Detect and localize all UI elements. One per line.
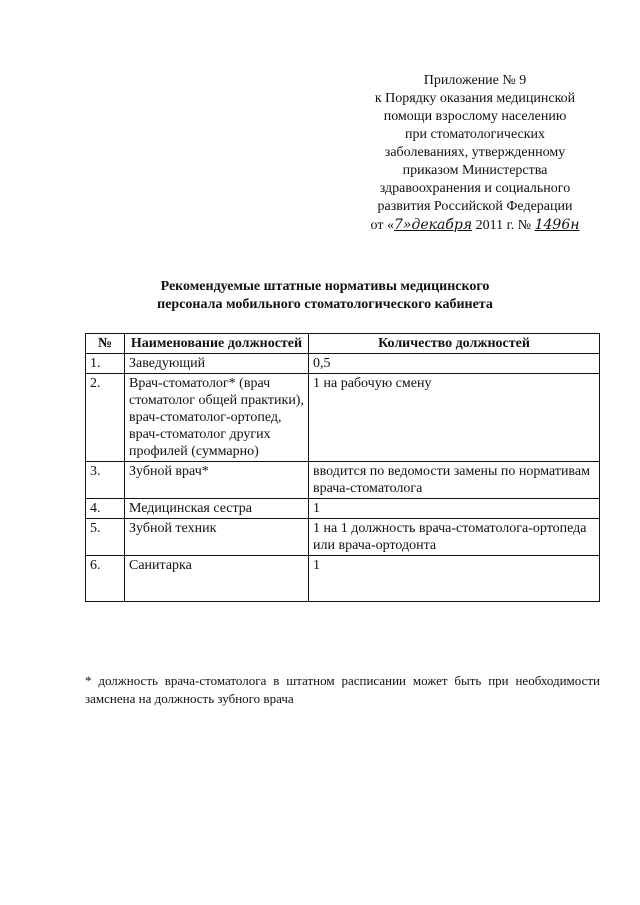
table-row <box>86 462 600 499</box>
row-number: 2. <box>86 374 125 462</box>
table-row <box>86 499 600 519</box>
document-title <box>100 278 550 314</box>
row-number: 5. <box>86 519 125 556</box>
row-position: Зубной техник <box>125 519 309 556</box>
row-quantity: вводится по ведомости замены по нормативам врача-стоматолога <box>309 462 600 499</box>
table-row <box>86 519 600 556</box>
row-position: Медицинская сестра <box>125 499 309 519</box>
table-row <box>86 374 600 462</box>
row-quantity: 1 на рабочую смену <box>309 374 600 462</box>
staff-standards-table <box>85 333 600 602</box>
handwritten-order-number: 1496н <box>534 217 580 233</box>
appendix-line: помощи взрослому населению <box>383 109 567 124</box>
row-number: 4. <box>86 499 125 519</box>
order-date-line <box>330 216 620 235</box>
appendix-line: развития Российской Федерации <box>377 199 573 214</box>
row-position: Заведующий <box>125 354 309 374</box>
row-number: 6. <box>86 556 125 602</box>
appendix-line: при стоматологических <box>404 127 546 142</box>
appendix-line: приказом Министерства <box>402 163 548 178</box>
table-row <box>86 354 600 374</box>
row-quantity: 1 на 1 должность врача-стоматолога-ортопеда или врача-ортодонта <box>309 519 600 556</box>
row-number: 1. <box>86 354 125 374</box>
row-quantity: 1 <box>309 556 600 602</box>
handwritten-date: 7»декабря <box>393 217 473 233</box>
appendix-line: здравоохранения и социального <box>379 181 571 196</box>
appendix-line: Приложение № 9 <box>423 73 527 88</box>
appendix-header <box>330 72 620 235</box>
row-quantity: 1 <box>309 499 600 519</box>
footnote: * должность врача-стоматолога в штатном расписании может быть при необходимости замснена на должность зубного врача <box>85 673 600 706</box>
row-position: Зубной врач* <box>125 462 309 499</box>
header-quantity: Количество должностей <box>309 334 600 354</box>
header-number: № <box>86 334 125 354</box>
appendix-line: к Порядку оказания медицинской <box>374 91 576 106</box>
row-number: 3. <box>86 462 125 499</box>
row-quantity: 0,5 <box>309 354 600 374</box>
header-position: Наименование должностей <box>125 334 309 354</box>
title-line: Рекомендуемые штатные нормативы медицинского <box>160 279 490 294</box>
table-row <box>86 556 600 602</box>
table-header-row <box>86 334 600 354</box>
row-position: Врач-стоматолог* (врач стоматолог общей практики), врач-стоматолог-ортопед, врач-стоматолог других профилей (суммарно) <box>125 374 309 462</box>
date-prefix: от « <box>370 218 394 233</box>
date-year: 2011 г. № <box>475 218 532 233</box>
appendix-line: заболеваниях, утвержденному <box>384 145 566 160</box>
title-line: персонала мобильного стоматологического кабинета <box>157 297 493 312</box>
row-position: Санитарка <box>125 556 309 602</box>
